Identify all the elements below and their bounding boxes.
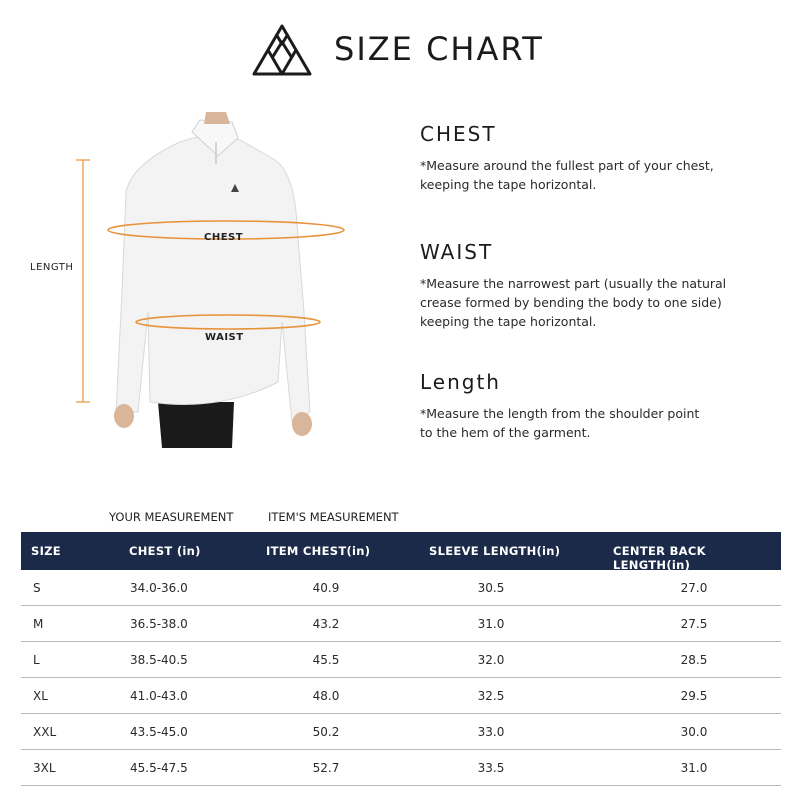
chest-cell: 36.5-38.0 xyxy=(130,617,188,631)
chest-label: CHEST xyxy=(204,232,244,243)
table-row xyxy=(21,678,781,714)
sleeve-length-cell: 32.5 xyxy=(477,689,505,703)
chest-cell: 45.5-47.5 xyxy=(130,761,188,775)
item-chest-cell: 48.0 xyxy=(312,689,340,703)
table-body xyxy=(21,570,781,786)
size-table xyxy=(21,532,781,786)
table-row xyxy=(21,642,781,678)
column-header-item-chest: ITEM CHEST(in) xyxy=(266,544,371,558)
column-header-chest: CHEST (in) xyxy=(129,544,201,558)
sleeve-length-cell: 33.0 xyxy=(477,725,505,739)
chest-heading: CHEST xyxy=(420,122,497,146)
mountain-logo-icon xyxy=(250,22,314,78)
item-measurement-subheader: ITEM'S MEASUREMENT xyxy=(268,510,399,524)
size-cell: 3XL xyxy=(33,761,56,775)
length-instruction xyxy=(420,370,790,442)
column-header-size: SIZE xyxy=(31,544,61,558)
size-cell: L xyxy=(33,653,40,667)
item-chest-cell: 43.2 xyxy=(312,617,340,631)
table-row xyxy=(21,570,781,606)
chest-cell: 41.0-43.0 xyxy=(130,689,188,703)
chest-cell: 34.0-36.0 xyxy=(130,581,188,595)
sleeve-length-cell: 32.0 xyxy=(477,653,505,667)
size-cell: XXL xyxy=(33,725,57,739)
table-row xyxy=(21,606,781,642)
size-cell: M xyxy=(33,617,44,631)
item-chest-cell: 52.7 xyxy=(312,761,340,775)
waist-instruction xyxy=(420,240,790,331)
item-chest-cell: 40.9 xyxy=(312,581,340,595)
waist-heading: WAIST xyxy=(420,240,494,264)
center-back-length-cell: 30.0 xyxy=(680,725,708,739)
size-cell: XL xyxy=(33,689,48,703)
sleeve-length-cell: 30.5 xyxy=(477,581,505,595)
chest-cell: 43.5-45.0 xyxy=(130,725,188,739)
your-measurement-subheader: YOUR MEASUREMENT xyxy=(109,510,234,524)
item-chest-cell: 50.2 xyxy=(312,725,340,739)
chest-instruction xyxy=(420,122,790,194)
column-header-center-back-length: CENTER BACK LENGTH(in) xyxy=(613,544,706,572)
waist-text: *Measure the narrowest part (usually the natural crease formed by bending the body to one side) keeping the tape horizontal. xyxy=(420,276,727,329)
chest-text: *Measure around the fullest part of your chest, keeping the tape horizontal. xyxy=(420,158,714,192)
center-back-length-cell: 27.5 xyxy=(680,617,708,631)
center-back-length-cell: 29.5 xyxy=(680,689,708,703)
header xyxy=(0,22,800,82)
table-header xyxy=(21,532,781,570)
model-illustration xyxy=(20,112,380,452)
center-back-length-cell: 31.0 xyxy=(680,761,708,775)
length-text: *Measure the length from the shoulder point to the hem of the garment. xyxy=(420,406,700,440)
item-chest-cell: 45.5 xyxy=(312,653,340,667)
sleeve-length-cell: 33.5 xyxy=(477,761,505,775)
length-heading: Length xyxy=(420,370,501,394)
center-back-length-cell: 27.0 xyxy=(680,581,708,595)
waist-label: WAIST xyxy=(205,332,244,343)
table-row xyxy=(21,714,781,750)
chest-cell: 38.5-40.5 xyxy=(130,653,188,667)
table-row xyxy=(21,750,781,786)
center-back-length-cell: 28.5 xyxy=(680,653,708,667)
page-title: SIZE CHART xyxy=(334,30,544,68)
length-label: LENGTH xyxy=(30,262,74,273)
size-cell: S xyxy=(33,581,41,595)
column-header-sleeve-length: SLEEVE LENGTH(in) xyxy=(429,544,561,558)
sleeve-length-cell: 31.0 xyxy=(477,617,505,631)
